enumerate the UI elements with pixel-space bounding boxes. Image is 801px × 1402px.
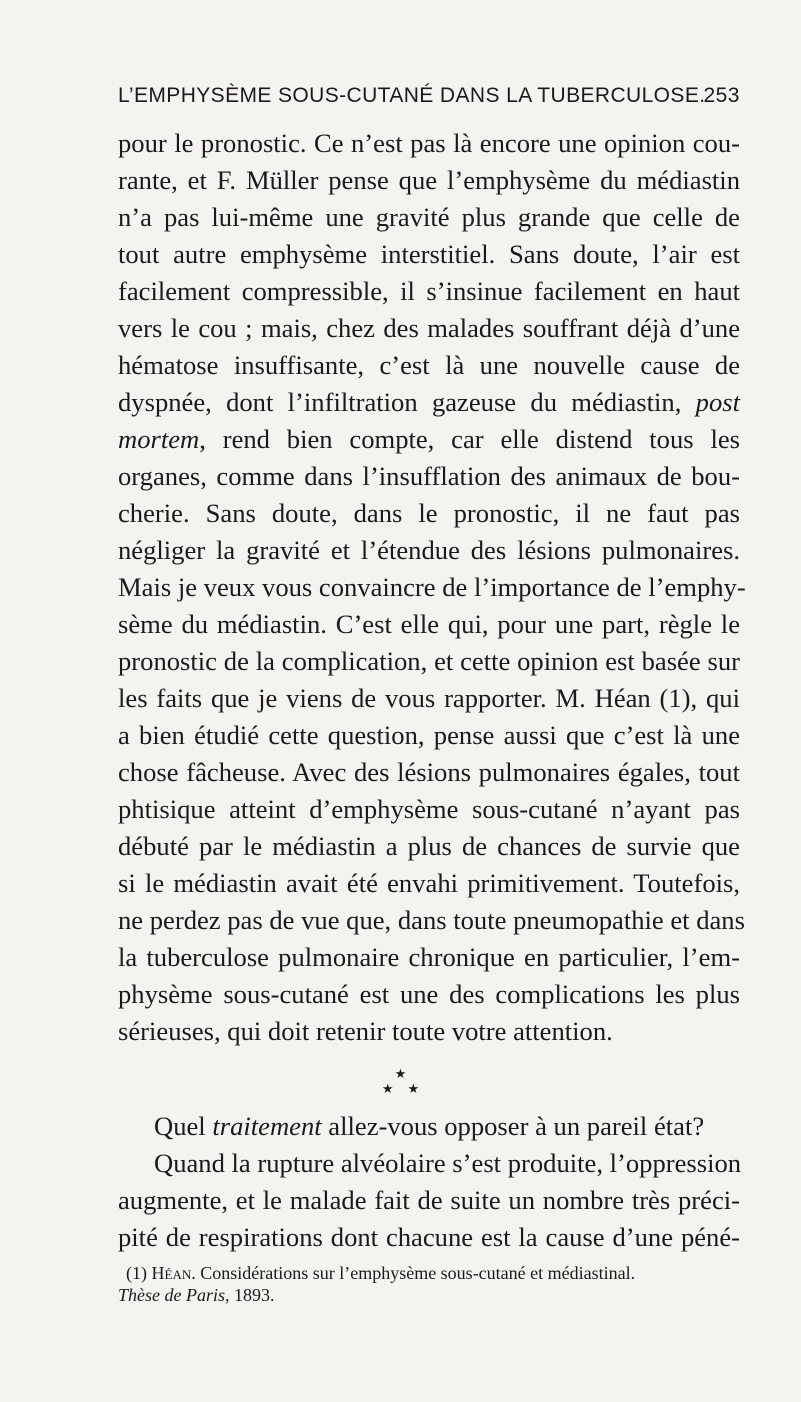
text-span: allez-vous opposer à un pareil état?	[321, 1111, 705, 1141]
footnote-marker: (1)	[126, 1263, 147, 1283]
text-line: n’a pas lui-même une gravité plus grande que celle de	[118, 202, 740, 232]
star-icon: ★	[394, 1067, 407, 1082]
asterism-bottom	[0, 1083, 801, 1097]
text-line: les faits que je viens de vous rapporter. M. Héan (1), qui	[118, 683, 740, 713]
asterism-top	[0, 1068, 801, 1082]
running-head	[118, 84, 740, 114]
text-line: tout autre emphysème interstitiel. Sans doute, l’air est	[118, 239, 740, 269]
running-title: L’EMPHYSÈME SOUS-CUTANÉ DANS LA TUBERCULOSE.	[118, 84, 706, 107]
text-line: vers le cou ; mais, chez des malades souffrant déjà d’une	[118, 313, 740, 343]
text-line	[118, 384, 740, 420]
footnote-year: , 1893.	[225, 1285, 275, 1305]
page-number: 253	[703, 84, 740, 107]
emphasis: traitement	[212, 1111, 322, 1141]
text-line: physème sous-cutané est une des complications les plus	[118, 979, 740, 1009]
text-line	[154, 1108, 740, 1144]
text-line: hématose insuffisante, c’est là une nouvelle cause de	[118, 350, 740, 380]
text-line: rante, et F. Müller pense que l’emphysème du médiastin	[118, 165, 740, 195]
footnote-source: Thèse de Paris	[118, 1285, 225, 1305]
text-line: phtisique atteint d’emphysème sous-cutané n’ayant pas	[118, 794, 740, 824]
star-icon: ★	[381, 1082, 394, 1097]
text-line: la tuberculose pulmonaire chronique en particulier, l’em-	[118, 942, 740, 972]
text-line	[118, 421, 740, 457]
text-line: ne perdez pas de vue que, dans toute pneumopathie et dans	[118, 905, 745, 935]
text-line: chose fâcheuse. Avec des lésions pulmonaires égales, tout	[118, 757, 740, 787]
text-line: sérieuses, qui doit retenir toute votre attention.	[118, 1016, 613, 1046]
text-span: , rend bien compte, car elle distend tous les	[199, 424, 740, 454]
text-span: Quel	[154, 1111, 213, 1141]
text-line: augmente, et le malade fait de suite un nombre très préci-	[118, 1185, 740, 1215]
latin-term: mortem	[118, 424, 200, 454]
text-line: pronostic de la complication, et cette opinion est basée sur	[118, 646, 740, 676]
text-line: organes, comme dans l’insufflation des animaux de bou-	[118, 461, 740, 491]
text-line: pour le pronostic. Ce n’est pas là encore une opinion cou-	[118, 128, 740, 158]
text-line: facilement compressible, il s’insinue facilement en haut	[118, 276, 740, 306]
text-line: débuté par le médiastin a plus de chances de survie que	[118, 831, 740, 861]
text-line: Quand la rupture alvéolaire s’est produite, l’oppression	[154, 1148, 742, 1178]
text-line: pité de respirations dont chacune est la cause d’une péné-	[118, 1222, 740, 1252]
text-line: cherie. Sans doute, dans le pronostic, il ne faut pas	[118, 498, 740, 528]
latin-term: post	[695, 387, 740, 417]
footnote-author: Héan	[151, 1263, 192, 1283]
text-line: si le médiastin avait été envahi primitivement. Toutefois,	[118, 868, 740, 898]
footnote-line-1	[126, 1262, 748, 1284]
star-icon: ★	[407, 1082, 420, 1097]
text-span: dyspnée, dont l’infiltration gazeuse du médiastin,	[118, 387, 682, 417]
text-line: Mais je veux vous convaincre de l’importance de l’emphy-	[118, 572, 746, 602]
footnote-text: . Considérations sur l’emphysème sous-cutané et médiastinal.	[191, 1263, 636, 1283]
footnote-line-2	[118, 1284, 740, 1306]
text-line: a bien étudié cette question, pense aussi que c’est là une	[118, 720, 740, 750]
text-line: négliger la gravité et l’étendue des lésions pulmonaires.	[118, 535, 740, 565]
text-line: sème du médiastin. C’est elle qui, pour une part, règle le	[118, 609, 740, 639]
